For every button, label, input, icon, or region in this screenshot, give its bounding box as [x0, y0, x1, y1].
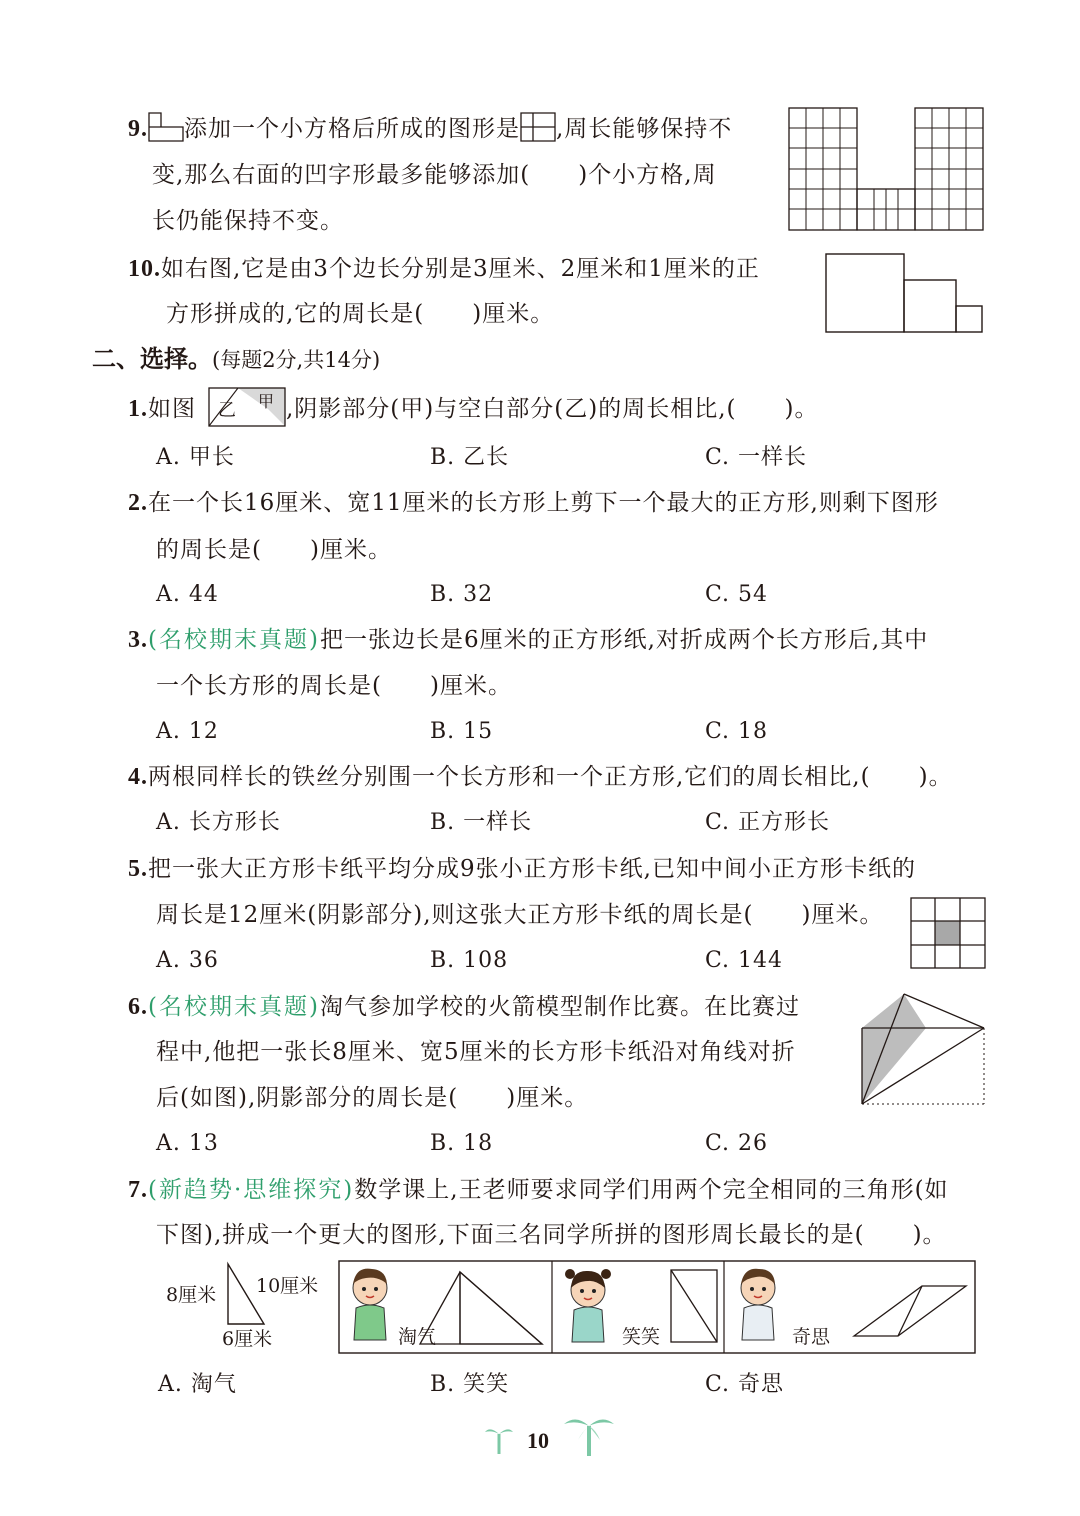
q5-option-b[interactable]: B. 108 [430, 948, 509, 973]
page-number: 10 [527, 1428, 549, 1453]
three-squares-figure [825, 253, 985, 333]
q5-line2: 周长是12厘米(阴影部分),则这张大正方形卡纸的周长是( )厘米。 [156, 902, 884, 928]
q10-line1 [128, 254, 760, 284]
q3-tag: (名校期末真题) [148, 627, 320, 653]
q10-number: 10. [128, 256, 161, 282]
q7-option-b[interactable]: B. 笑笑 [430, 1372, 510, 1397]
q9-text-b: ,周长能够保持不 [556, 116, 733, 142]
q6-tag: (名校期末真题) [148, 994, 320, 1020]
q9-text-a: 添加一个小方格后所成的图形是 [184, 116, 520, 142]
q7-number: 7. [128, 1177, 148, 1203]
l-shape-icon [148, 112, 184, 142]
q7-label-6cm: 6厘米 [222, 1328, 273, 1350]
q5-option-c[interactable]: C. 144 [705, 948, 784, 973]
q2-option-c[interactable]: C. 54 [705, 582, 769, 607]
q1-option-c[interactable]: C. 一样长 [705, 445, 808, 470]
extended-shape-icon [520, 112, 556, 142]
q2-option-a[interactable]: A. 44 [156, 582, 219, 607]
q5-number: 5. [128, 856, 148, 882]
q3-option-b[interactable]: B. 15 [430, 719, 494, 744]
q9-number: 9. [128, 116, 148, 142]
q6-line2: 程中,他把一张长8厘米、宽5厘米的长方形卡纸沿对角线对折 [156, 1039, 796, 1065]
q7-line2: 下图),拼成一个更大的图形,下面三名同学所拼的图形周长最长的是( )。 [156, 1222, 947, 1248]
q3-line1 [128, 625, 928, 655]
palm-tree-left-icon [484, 1422, 514, 1456]
q6-option-b[interactable]: B. 18 [430, 1131, 494, 1156]
q3-option-c[interactable]: C. 18 [705, 719, 769, 744]
q2-line1 [128, 488, 939, 518]
q3-text1: 把一张边长是6厘米的正方形纸,对折成两个长方形后,其中 [319, 627, 929, 653]
kid-label-xiaoxiao: 笑笑 [622, 1326, 661, 1348]
q4-option-c[interactable]: C. 正方形长 [705, 810, 831, 835]
q3-line2: 一个长方形的周长是( )厘米。 [156, 673, 512, 699]
xiaoxiao-avatar [565, 1269, 611, 1342]
kid-label-qisi: 奇思 [792, 1326, 831, 1348]
q6-option-c[interactable]: C. 26 [705, 1131, 769, 1156]
q5-nine-square-grid-figure [910, 897, 986, 969]
q1-pre: 如图 [148, 396, 196, 422]
u-shape-grid-figure [788, 107, 984, 231]
q1-line1 [128, 394, 196, 424]
palm-tree-right-icon [562, 1412, 616, 1458]
q7-tag: (新趋势·思维探究) [148, 1177, 355, 1203]
q9-line3: 长仍能保持不变。 [152, 208, 344, 234]
q5-option-a[interactable]: A. 36 [156, 948, 219, 973]
q7-text1: 数学课上,王老师要求同学们用两个完全相同的三角形(如 [354, 1177, 949, 1203]
q1-label-jia: 甲 [258, 392, 275, 411]
q1-option-b[interactable]: B. 乙长 [430, 445, 510, 470]
q2-line2: 的周长是( )厘米。 [156, 537, 392, 563]
q7-label-10cm: 10厘米 [256, 1275, 319, 1297]
q2-text1: 在一个长16厘米、宽11厘米的长方形上剪下一个最大的正方形,则剩下图形 [148, 490, 939, 516]
q7-option-c[interactable]: C. 奇思 [705, 1372, 785, 1397]
q6-text1: 淘气参加学校的火箭模型制作比赛。在比赛过 [319, 994, 800, 1020]
section2-heading: 二、选择。 [92, 344, 212, 373]
qisi-avatar [741, 1269, 775, 1340]
q7-label-8cm: 8厘米 [166, 1284, 217, 1306]
section2-note: (每题2分,共14分) [212, 348, 381, 372]
q6-option-a[interactable]: A. 13 [156, 1131, 219, 1156]
q4-line1 [128, 762, 953, 792]
q6-number: 6. [128, 994, 148, 1020]
q3-option-a[interactable]: A. 12 [156, 719, 219, 744]
q2-option-b[interactable]: B. 32 [430, 582, 494, 607]
section2-title [92, 344, 380, 375]
q5-text1: 把一张大正方形卡纸平均分成9张小正方形卡纸,已知中间小正方形卡纸的 [148, 856, 916, 882]
q1-number: 1. [128, 396, 148, 422]
q5-line1 [128, 854, 916, 884]
q3-number: 3. [128, 627, 148, 653]
q1-post: ,阴影部分(甲)与空白部分(乙)的周长相比,( )。 [286, 396, 819, 422]
taoqi-avatar [353, 1269, 387, 1340]
q7-option-a[interactable]: A. 淘气 [158, 1372, 237, 1397]
q4-number: 4. [128, 764, 148, 790]
q1-label-yi: 乙 [218, 400, 236, 421]
q1-option-a[interactable]: A. 甲长 [156, 445, 235, 470]
q9-line1 [128, 112, 732, 144]
q10-text1: 如右图,它是由3个边长分别是3厘米、2厘米和1厘米的正 [161, 256, 760, 282]
q7-line1 [128, 1175, 949, 1205]
q2-number: 2. [128, 490, 148, 516]
q4-text1: 两根同样长的铁丝分别围一个长方形和一个正方形,它们的周长相比,( )。 [148, 764, 953, 790]
q6-line1 [128, 992, 800, 1022]
q6-line3: 后(如图),阴影部分的周长是( )厘米。 [156, 1085, 589, 1111]
q10-line2: 方形拼成的,它的周长是( )厘米。 [166, 301, 555, 327]
q4-option-a[interactable]: A. 长方形长 [156, 810, 281, 835]
q4-option-b[interactable]: B. 一样长 [430, 810, 533, 835]
q6-folded-rectangle-figure [858, 990, 988, 1110]
kid-label-taoqi: 淘气 [398, 1326, 437, 1348]
q9-line2: 变,那么右面的凹字形最多能够添加( )个小方格,周 [152, 162, 717, 188]
